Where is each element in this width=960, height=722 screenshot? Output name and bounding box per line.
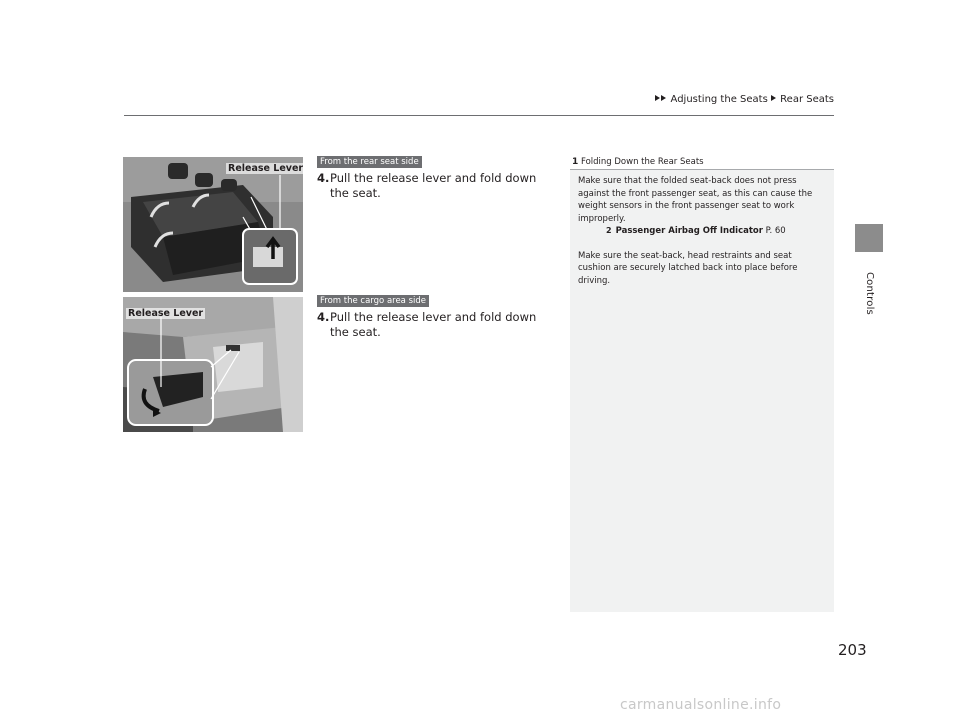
rear-seat-illustration <box>123 157 303 292</box>
cross-reference-title[interactable]: Passenger Airbag Off Indicator <box>615 226 763 236</box>
note-body <box>578 175 826 287</box>
cross-reference-page[interactable]: P. 60 <box>765 226 786 236</box>
watermark: carmanualsonline.info <box>620 697 782 713</box>
step-number: 4. <box>317 310 330 324</box>
arrow-icon <box>655 95 660 101</box>
cargo-area-photo <box>123 297 303 432</box>
note-paragraph: Make sure that the folded seat-back does not press against the front passenger seat, as this can cause the weight sensors in the front passenger seat to work improperly. <box>578 176 813 224</box>
release-lever-callout: Release Lever <box>226 163 303 174</box>
arrow-icon <box>771 95 776 101</box>
breadcrumb-item[interactable]: Adjusting the Seats <box>670 94 768 105</box>
section-tag: From the rear seat side <box>317 156 422 168</box>
release-lever-callout: Release Lever <box>128 308 204 319</box>
step-item <box>317 171 542 201</box>
note-paragraph: Make sure the seat-back, head restraints and seat cushion are securely latched back into place before driving. <box>578 250 798 286</box>
reference-marker: 1 <box>572 157 579 167</box>
step-number: 4. <box>317 171 330 185</box>
rear-seat-photo <box>123 157 303 292</box>
header-divider <box>124 115 834 116</box>
section-tag: From the cargo area side <box>317 295 429 307</box>
section-tab-label: Controls <box>864 272 875 315</box>
arrow-icon <box>661 95 666 101</box>
note-title: Folding Down the Rear Seats <box>581 157 704 167</box>
note-sidebar <box>570 156 834 612</box>
breadcrumb <box>496 94 834 105</box>
page-number: 203 <box>838 641 867 659</box>
step-item <box>317 310 542 340</box>
breadcrumb-item[interactable]: Rear Seats <box>780 94 834 105</box>
step-text: Pull the release lever and fold down the seat. <box>330 310 537 339</box>
note-header <box>570 156 834 170</box>
cross-reference-link[interactable] <box>578 225 826 238</box>
reference-icon: 2 <box>606 226 612 235</box>
step-text: Pull the release lever and fold down the seat. <box>330 171 537 200</box>
section-tab[interactable] <box>855 224 883 252</box>
